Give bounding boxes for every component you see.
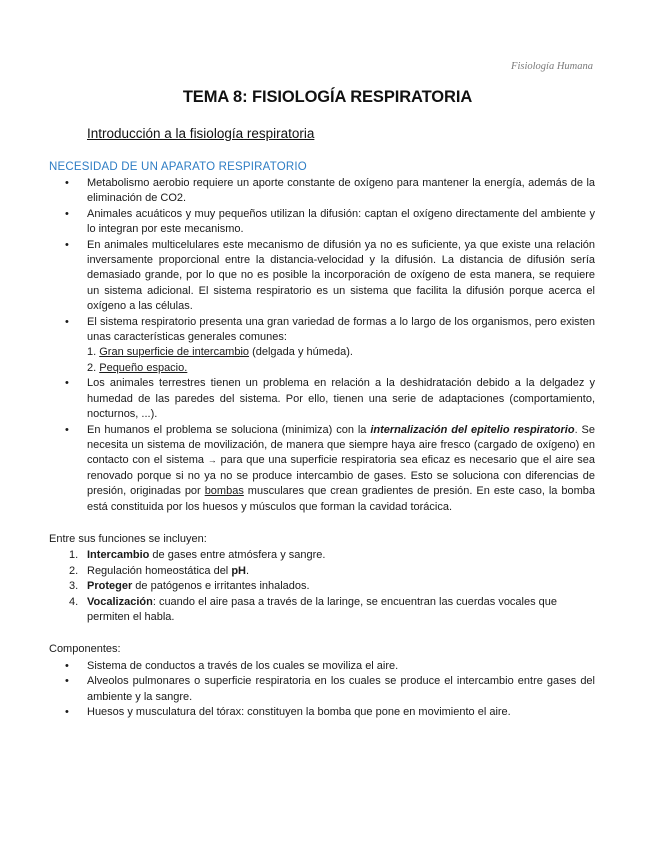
section-heading: NECESIDAD DE UN APARATO RESPIRATORIO [49,161,307,173]
section-subtitle: Introducción a la fisiología respiratoria [87,126,315,141]
bullet-icon: • [65,315,69,328]
list-item: • Animales acuáticos y muy pequeños utilizan la difusión: captan el oxígeno directamente del ambiente y lo integran por este mecanismo. [65,207,595,236]
list-item: • El sistema respiratorio presenta una gran variedad de formas a lo largo de los organismos, pero existen unas características generales comunes: 1. Gran superficie de intercambio (delgada y húmeda). 2. Pequeño espacio. [49,315,595,377]
list-item: 3. Proteger de patógenos e irritantes inhalados. [69,580,310,593]
functions-intro: Entre sus funciones se incluyen: [49,532,207,545]
sublist-item: 2. Pequeño espacio. [87,361,188,374]
running-header: Fisiología Humana [511,61,593,72]
list-item: • Metabolismo aerobio requiere un aporte constante de oxígeno para mantener la energía, además de la eliminación de CO2. [65,177,595,205]
list-item: • Los animales terrestres tienen un problema en relación a la deshidratación debido a la delgadez y humedad de las paredes del sistema. Por ello, tienen una serie de adaptaciones (comportamiento, nocturnos, ...). [65,377,595,421]
list-item: 1. Intercambio de gases entre atmósfera y sangre. [69,549,326,562]
body-content [49,176,595,720]
underlined-term: bombas [204,485,244,498]
bullet-icon: • [65,238,69,251]
functions-list [49,548,595,625]
list-item: • Alveolos pulmonares o superficie respiratoria en los cuales se produce el intercambio entre gases del ambiente y la sangre. [65,675,595,703]
arrow-icon: → [207,455,217,466]
emphasis-term: internalización del epitelio respiratorio [370,423,575,436]
sublist-item: 1. Gran superficie de intercambio (delgada y húmeda). [87,346,353,359]
list-item: • En animales multicelulares este mecanismo de difusión ya no es suficiente, ya que existe una relación inversamente proporcional entre la distancia-velocidad y la difusión. La distancia de difusión sería demasiado grande, por lo que no es posible la incorporación de oxígeno de esta manera, se requiere un sistema adicional. El sistema respiratorio es un sistema que facilita la difusión porque acerca el oxígeno a las células. [65,238,595,313]
bullet-icon: • [65,675,69,688]
list-item: • Huesos y musculatura del tórax: constituyen la bomba que pone en movimiento el aire. [49,705,595,720]
components-list [49,659,595,721]
list-item: • Sistema de conductos a través de los cuales se moviliza el aire. [49,659,595,674]
components-intro: Componentes: [49,643,121,656]
bullet-icon: • [65,659,69,672]
bullet-icon: • [65,177,69,189]
list-item: 4. Vocalización: cuando el aire pasa a través de la laringe, se encuentran las cuerdas vocales que permiten el habla. [69,595,558,623]
bullet-icon: • [65,706,69,718]
bullet-icon: • [65,207,69,220]
bullet-icon: • [65,423,69,436]
bullet-icon: • [65,377,69,390]
list-item: • En humanos el problema se soluciona (minimiza) con la internalización del epitelio respiratorio. Se necesita un sistema de movilización, de manera que siempre haya aire fresco (cargado de oxígeno) en contacto con el sistema → para que una superficie respiratoria sea eficaz es necesario que el aire sea renovado porque si no ya no se produce intercambio de gases. Esto se soluciona con diferencias de presión, originadas por bombas musculares que crean gradientes de presión. En este caso, la bomba está constituida por los huesos y músculos que forman la cavidad torácica. [65,423,595,513]
necessity-list [49,176,595,515]
page-title: TEMA 8: FISIOLOGÍA RESPIRATORIA [182,88,473,106]
list-item: 2. Regulación homeostática del pH. [69,564,250,577]
